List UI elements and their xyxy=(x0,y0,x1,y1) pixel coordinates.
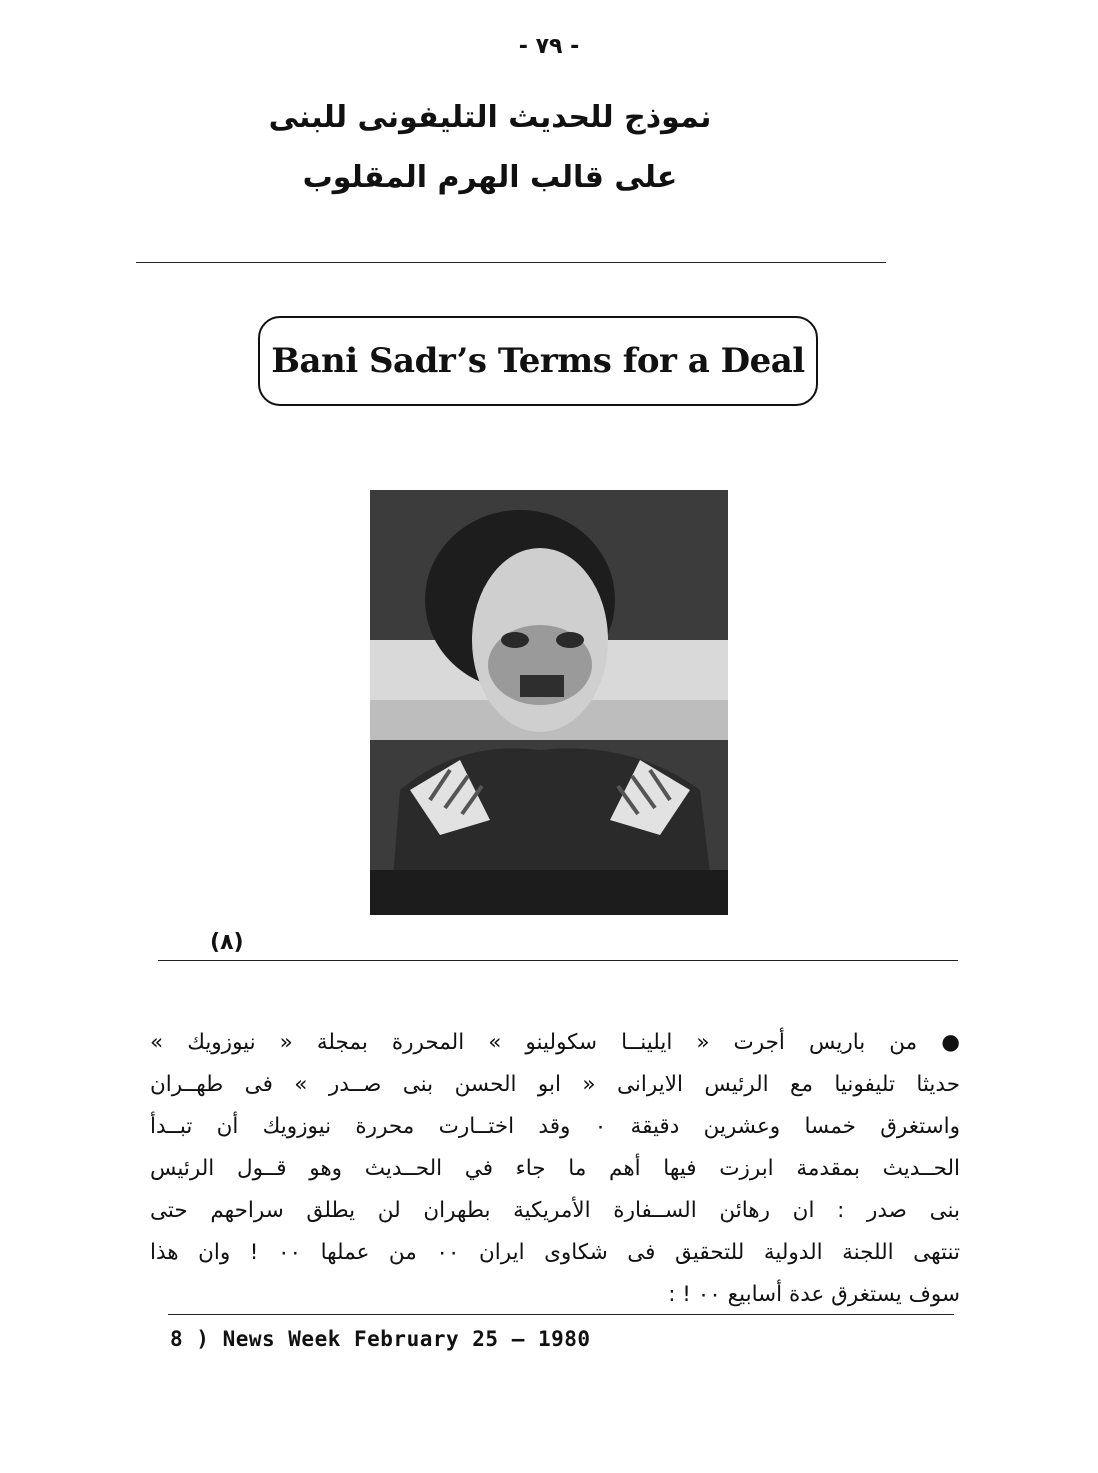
body-line: الحــديث بمقدمة ابرزت فيها أهم ما جاء في الحــديث وهو قــول الرئيس xyxy=(150,1156,960,1181)
body-line: حديثا تليفونيا مع الرئيس الايرانى « ابو الحسن بنى صــدر » فى طهــران xyxy=(150,1072,960,1097)
portrait-image xyxy=(370,490,728,915)
photo-caption: (٨) xyxy=(210,930,244,955)
body-line: تنتهى اللجنة الدولية للتحقيق فى شكاوى ايران ٠٠ من عملها ٠٠ ! وان هذا xyxy=(150,1240,960,1265)
article-body xyxy=(150,1022,960,1316)
body-line: بنى صدر : ان رهائن الســفارة الأمريكية بطهران لن يطلق سراحهم حتى xyxy=(150,1198,960,1223)
portrait-photo xyxy=(370,490,728,915)
footer-divider xyxy=(168,1314,954,1315)
arabic-heading-line-2: على قالب الهرم المقلوب xyxy=(302,160,678,195)
article-title-box xyxy=(258,316,818,406)
source-citation: 8 ) News Week February 25 – 1980 xyxy=(170,1327,591,1351)
caption-divider xyxy=(158,960,958,961)
article-title: Bani Sadr’s Terms for a Deal xyxy=(271,341,805,381)
body-line: واستغرق خمسا وعشرين دقيقة ٠ وقد اختــارت محررة نيوزويك أن تبــدأ xyxy=(150,1114,960,1139)
body-line: ● من باريس أجرت « ايلينــا سكولينو » المحررة بمجلة « نيوزويك » xyxy=(150,1030,960,1055)
arabic-heading-line-1: نموذج للحديث التليفونى للبنى xyxy=(268,100,712,135)
page-number: - ٧٩ - xyxy=(518,34,580,59)
header-divider xyxy=(136,262,886,263)
body-line: سوف يستغرق عدة أسابيع ٠٠ ! : xyxy=(668,1282,960,1307)
